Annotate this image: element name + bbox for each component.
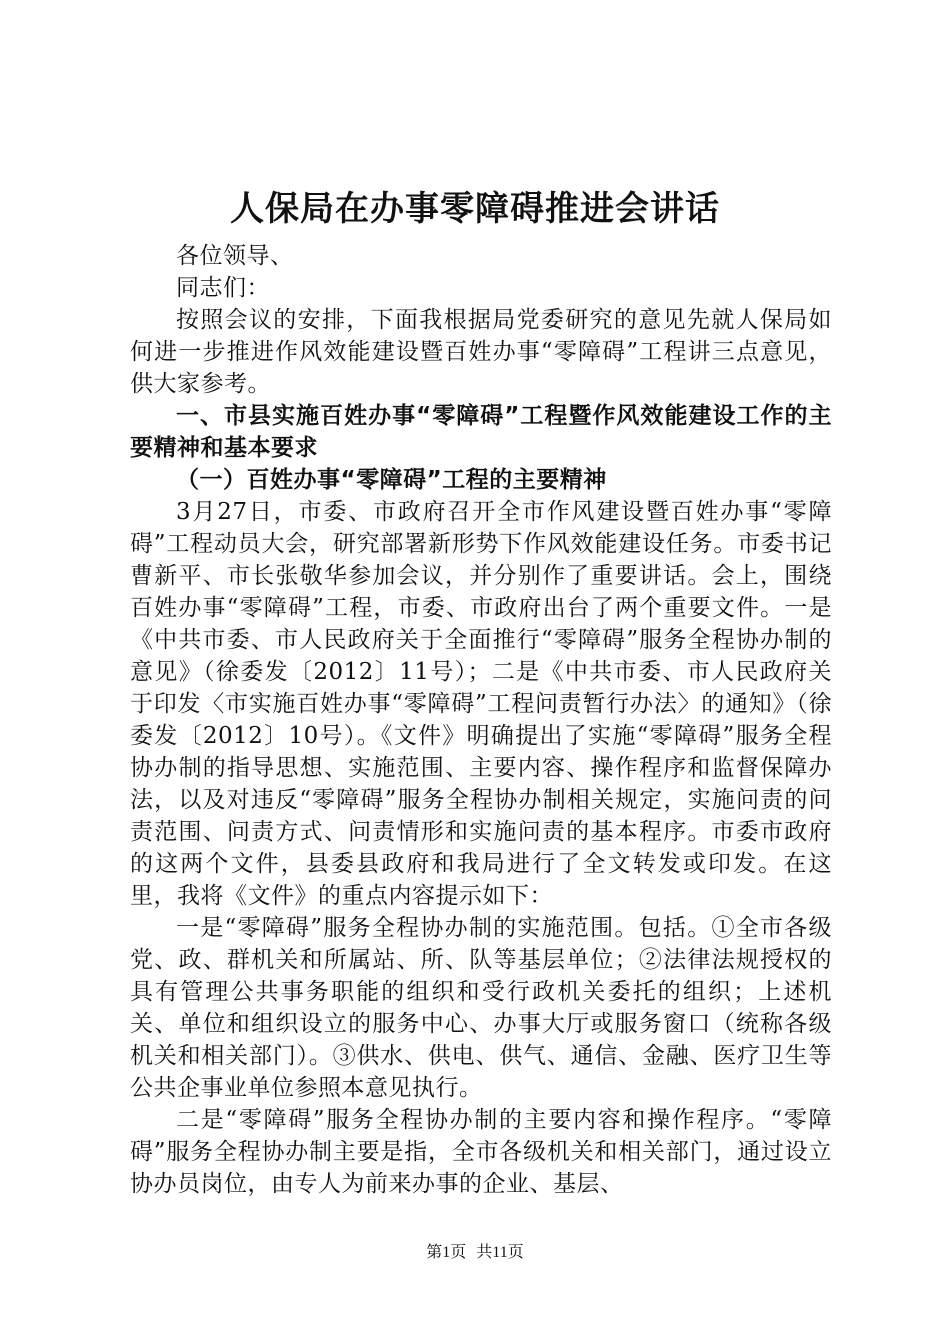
paragraph: 一是“零障碍”服务全程协办制的实施范围。包括。①全市各级党、政、群机关和所属站、所、队等基层单位；②法律法规授权的具有管理公共事务职能的组织和受行政机关委托的组织；上述机关、单位和组织设立的服务中心、办事大厅或服务窗口（统称各级机关和相关部门）。③供水、供电、供气、通信、金融、医疗卫生等公共企事业单位参照本意见执行。 bbox=[130, 915, 832, 1101]
paragraph: 3月27日，市委、市政府召开全市作风建设暨百姓办事“零障碍”工程动员大会，研究部署新形势下作风效能建设任务。市委书记曹新平、市长张敬华参加会议，并分别作了重要讲话。会上，围绕百姓办事“零障碍”工程，市委、市政府出台了两个重要文件。一是《中共市委、市人民政府关于全面推行“零障碍”服务全程协办制的意见》（徐委发〔2012〕11号）；二是《中共市委、市人民政府关于印发〈市实施百姓办事“零障碍”工程问责暂行办法〉的通知》（徐委发〔2012〕10号）。《文件》明确提出了实施“零障碍”服务全程协办制的指导思想、实施范围、主要内容、操作程序和监督保障办法，以及对违反“零障碍”服务全程协办制相关规定，实施问责的问责范围、问责方式、问责情形和实施问责的基本程序。市委市政府的这两个文件，县委县政府和我局进行了全文转发或印发。在这里，我将《文件》的重点内容提示如下： bbox=[130, 499, 832, 909]
paragraph: 二是“零障碍”服务全程协办制的主要内容和操作程序。“零障碍”服务全程协办制主要是指，全市各级机关和相关部门，通过设立协办员岗位，由专人为前来办事的企业、基层、 bbox=[130, 1107, 832, 1197]
document-body bbox=[130, 240, 832, 1200]
section-heading: 一、市县实施百姓办事“零障碍”工程暨作风效能建设工作的主要精神和基本要求 bbox=[130, 403, 832, 461]
paragraph: 同志们： bbox=[176, 275, 270, 301]
page-total: 共11页 bbox=[476, 1244, 524, 1261]
section-heading: （一）百姓办事“零障碍”工程的主要精神 bbox=[176, 467, 607, 493]
page-footer bbox=[0, 1242, 950, 1264]
page-title: 人保局在办事零障碍推进会讲话 bbox=[230, 189, 720, 229]
page-number: 第1页 bbox=[426, 1244, 467, 1261]
paragraph: 各位领导、 bbox=[176, 243, 294, 269]
paragraph: 按照会议的安排，下面我根据局党委研究的意见先就人保局如何进一步推进作风效能建设暨百姓办事“零障碍”工程讲三点意见，供大家参考。 bbox=[130, 307, 832, 397]
